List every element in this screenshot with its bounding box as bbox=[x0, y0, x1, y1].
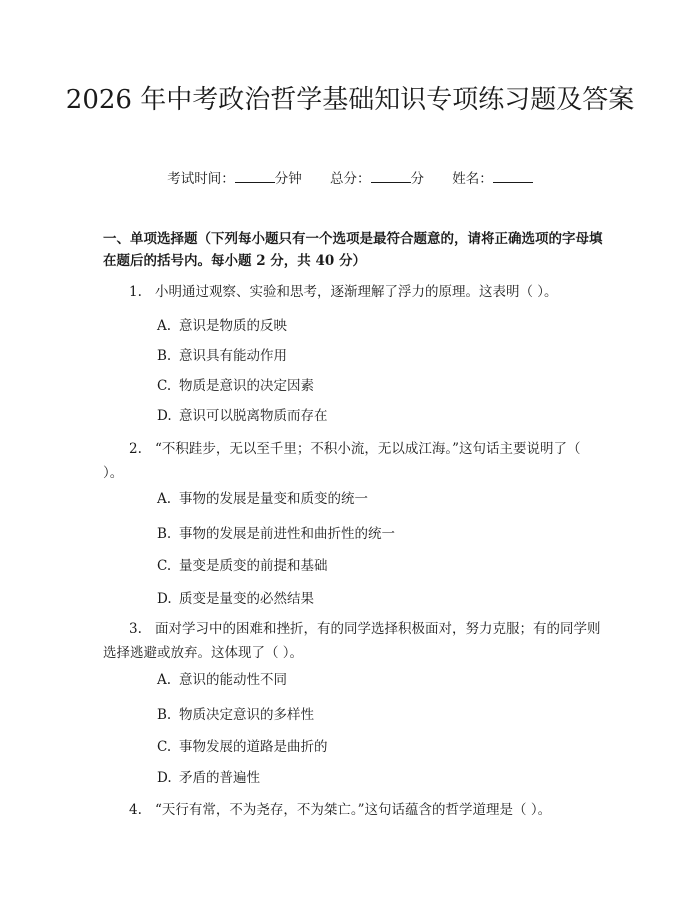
exam-info-line bbox=[0, 168, 700, 189]
question-number: 3. bbox=[129, 621, 142, 637]
option-text: 物质决定意识的多样性 bbox=[179, 707, 314, 723]
option-text: 矛盾的普遍性 bbox=[179, 770, 260, 786]
option-1b[interactable] bbox=[157, 346, 287, 366]
option-text: 事物的发展是前进性和曲折性的统一 bbox=[179, 526, 395, 542]
option-letter: A. bbox=[157, 491, 172, 507]
option-3a[interactable] bbox=[157, 670, 287, 690]
option-3d[interactable] bbox=[157, 768, 260, 788]
total-score-blank[interactable] bbox=[371, 168, 411, 183]
question-1 bbox=[103, 280, 603, 304]
name-field bbox=[452, 168, 533, 189]
section-heading: 一、单项选择题（下列每小题只有一个选项是最符合题意的，请将正确选项的字母填在题后的括号内。每小题 2 分，共 40 分） bbox=[103, 231, 603, 269]
question-number: 2. bbox=[129, 441, 142, 457]
exam-time-unit: 分钟 bbox=[274, 171, 302, 187]
option-text: 量变是质变的前提和基础 bbox=[179, 558, 328, 574]
option-3b[interactable] bbox=[157, 705, 314, 725]
question-text: “不积跬步，无以至千里；不积小流，无以成江海。”这句话主要说明了（ ）。 bbox=[103, 441, 581, 481]
option-letter: B. bbox=[157, 348, 172, 364]
option-letter: C. bbox=[157, 378, 172, 394]
question-2 bbox=[103, 437, 603, 485]
question-number: 1. bbox=[129, 284, 142, 300]
exam-time-blank[interactable] bbox=[235, 168, 275, 183]
option-letter: C. bbox=[157, 558, 172, 574]
exam-time-field bbox=[167, 168, 302, 189]
question-4 bbox=[103, 798, 603, 822]
option-text: 意识的能动性不同 bbox=[179, 672, 287, 688]
total-score-label: 总分： bbox=[330, 171, 371, 187]
option-letter: A. bbox=[157, 318, 172, 334]
option-2a[interactable] bbox=[157, 489, 368, 509]
name-blank[interactable] bbox=[493, 168, 533, 183]
option-text: 质变是量变的必然结果 bbox=[179, 591, 314, 607]
question-text: 面对学习中的困难和挫折，有的同学选择积极面对，努力克服；有的同学则选择逃避或放弃。这体现了（ ）。 bbox=[103, 621, 601, 661]
option-text: 事物的发展是量变和质变的统一 bbox=[179, 491, 368, 507]
option-text: 意识具有能动作用 bbox=[179, 348, 287, 364]
total-score-field bbox=[330, 168, 424, 189]
exam-time-label: 考试时间： bbox=[167, 171, 235, 187]
total-score-unit: 分 bbox=[410, 171, 424, 187]
option-text: 事物发展的道路是曲折的 bbox=[179, 739, 328, 755]
option-text: 意识是物质的反映 bbox=[179, 318, 287, 334]
option-1a[interactable] bbox=[157, 316, 287, 336]
option-2d[interactable] bbox=[157, 589, 314, 609]
option-2c[interactable] bbox=[157, 556, 328, 576]
question-3 bbox=[103, 617, 603, 665]
option-1d[interactable] bbox=[157, 406, 328, 426]
option-1c[interactable] bbox=[157, 376, 314, 396]
option-letter: A. bbox=[157, 672, 172, 688]
name-label: 姓名： bbox=[452, 171, 493, 187]
option-letter: D. bbox=[157, 770, 172, 786]
question-number: 4. bbox=[129, 802, 142, 818]
option-letter: D. bbox=[157, 591, 172, 607]
option-letter: B. bbox=[157, 707, 172, 723]
option-text: 物质是意识的决定因素 bbox=[179, 378, 314, 394]
option-3c[interactable] bbox=[157, 737, 328, 757]
option-letter: B. bbox=[157, 526, 172, 542]
option-text: 意识可以脱离物质而存在 bbox=[179, 408, 328, 424]
option-letter: C. bbox=[157, 739, 172, 755]
question-text: 小明通过观察、实验和思考，逐渐理解了浮力的原理。这表明（ ）。 bbox=[155, 284, 558, 300]
page-title: 2026 年中考政治哲学基础知识专项练习题及答案 bbox=[65, 85, 635, 115]
option-2b[interactable] bbox=[157, 524, 395, 544]
question-text: “天行有常，不为尧存，不为桀亡。”这句话蕴含的哲学道理是（ ）。 bbox=[155, 802, 552, 818]
option-letter: D. bbox=[157, 408, 172, 424]
